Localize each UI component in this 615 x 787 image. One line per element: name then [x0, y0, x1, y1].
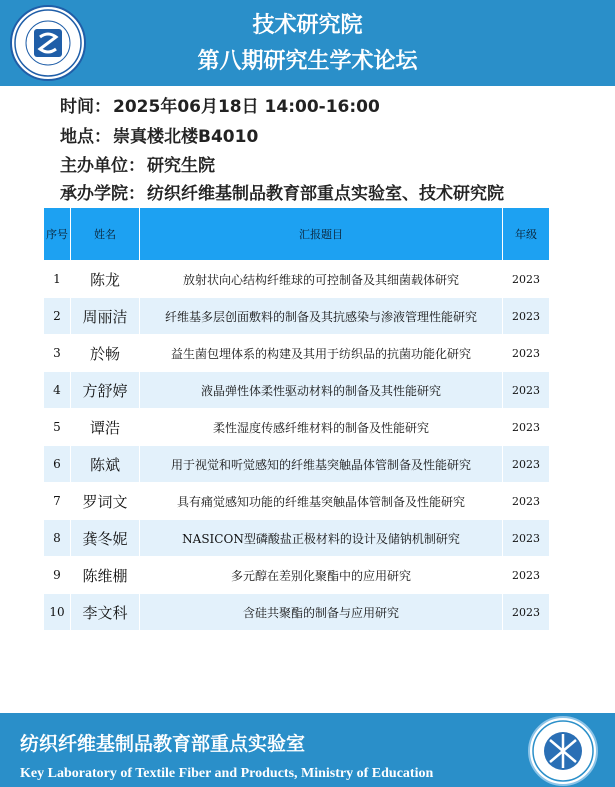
table-row	[44, 483, 550, 520]
row-no: 10	[44, 594, 71, 631]
info-time	[60, 92, 380, 117]
place-value: 崇真楼北楼B4010	[113, 127, 259, 147]
lab-logo	[528, 716, 598, 786]
row-grade: 2023	[503, 520, 550, 557]
row-grade: 2023	[503, 335, 550, 372]
footer-banner	[0, 713, 615, 787]
row-name: 陈龙	[71, 261, 140, 298]
time-label: 时间：	[60, 97, 111, 117]
row-grade: 2023	[503, 298, 550, 335]
row-title: 含硅共聚酯的制备与应用研究	[140, 594, 503, 631]
row-title: 多元醇在差别化聚酯中的应用研究	[140, 557, 503, 594]
row-name: 周丽洁	[71, 298, 140, 335]
row-title: 放射状向心结构纤维球的可控制备及其细菌载体研究	[140, 261, 503, 298]
organizer-value: 纺织纤维基制品教育部重点实验室、技术研究院	[147, 184, 504, 204]
row-name: 陈斌	[71, 446, 140, 483]
organizer-label: 承办学院：	[60, 184, 145, 204]
institute-title: 技术研究院	[252, 13, 363, 38]
table-header-row	[44, 208, 550, 261]
header-title: 汇报题目	[140, 208, 503, 261]
row-no: 8	[44, 520, 71, 557]
row-no: 1	[44, 261, 71, 298]
key-laboratory-textile-fiber-emblem-icon	[530, 718, 596, 784]
info-host	[60, 151, 215, 176]
table-row	[44, 335, 550, 372]
header-grade: 年级	[503, 208, 550, 261]
row-no: 2	[44, 298, 71, 335]
row-grade: 2023	[503, 372, 550, 409]
row-no: 6	[44, 446, 71, 483]
footer-lab-name-en: Key Laboratory of Textile Fiber and Products, Ministry of Education	[20, 766, 434, 781]
table-row	[44, 261, 550, 298]
row-title: 柔性湿度传感纤维材料的制备及性能研究	[140, 409, 503, 446]
row-no: 7	[44, 483, 71, 520]
info-organizer	[60, 179, 504, 204]
time-value: 2025年06月18日 14:00-16:00	[113, 97, 380, 117]
forum-title: 第八期研究生学术论坛	[197, 49, 418, 74]
row-title: 益生菌包埋体系的构建及其用于纺织品的抗菌功能化研究	[140, 335, 503, 372]
row-no: 5	[44, 409, 71, 446]
row-no: 3	[44, 335, 71, 372]
place-label: 地点：	[60, 127, 111, 147]
row-title: 纤维基多层创面敷料的制备及其抗感染与渗液管理性能研究	[140, 298, 503, 335]
row-name: 李文科	[71, 594, 140, 631]
header-banner	[0, 0, 615, 86]
row-no: 9	[44, 557, 71, 594]
row-name: 龚冬妮	[71, 520, 140, 557]
row-grade: 2023	[503, 594, 550, 631]
row-grade: 2023	[503, 446, 550, 483]
table-row	[44, 594, 550, 631]
row-grade: 2023	[503, 483, 550, 520]
info-place	[60, 122, 258, 147]
row-grade: 2023	[503, 409, 550, 446]
row-name: 谭浩	[71, 409, 140, 446]
row-name: 於畅	[71, 335, 140, 372]
table-row	[44, 298, 550, 335]
schedule-table	[43, 207, 550, 631]
header-no: 序号	[44, 208, 71, 261]
row-title: 用于视觉和听觉感知的纤维基突触晶体管制备及性能研究	[140, 446, 503, 483]
row-no: 4	[44, 372, 71, 409]
table-row	[44, 557, 550, 594]
row-title: 液晶弹性体柔性驱动材料的制备及其性能研究	[140, 372, 503, 409]
row-title: 具有痛觉感知功能的纤维基突触晶体管制备及性能研究	[140, 483, 503, 520]
row-name: 方舒婷	[71, 372, 140, 409]
row-name: 罗词文	[71, 483, 140, 520]
table-row	[44, 446, 550, 483]
header-name: 姓名	[71, 208, 140, 261]
row-title: NASICON型磷酸盐正极材料的设计及储钠机制研究	[140, 520, 503, 557]
table-row	[44, 372, 550, 409]
table-row	[44, 520, 550, 557]
row-grade: 2023	[503, 557, 550, 594]
row-name: 陈维棚	[71, 557, 140, 594]
table-row	[44, 409, 550, 446]
host-label: 主办单位：	[60, 156, 145, 176]
row-grade: 2023	[503, 261, 550, 298]
footer-lab-name-cn: 纺织纤维基制品教育部重点实验室	[20, 733, 306, 755]
host-value: 研究生院	[147, 156, 215, 176]
